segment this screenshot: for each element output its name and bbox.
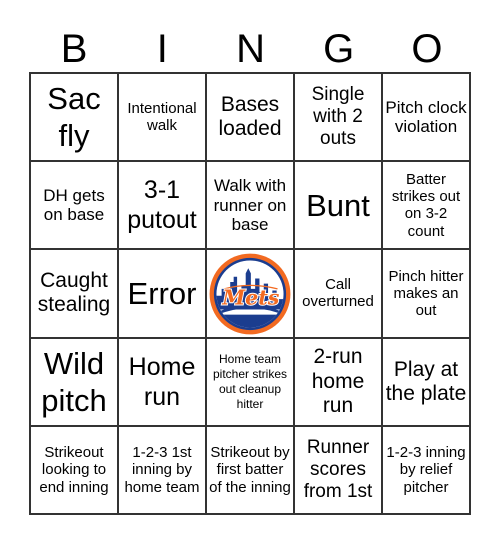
- bingo-cell[interactable]: [294, 161, 382, 249]
- header-letter-g: G: [323, 27, 355, 71]
- bingo-cell[interactable]: [30, 338, 118, 426]
- cell-label: Strikeout looking to end inning: [39, 444, 109, 496]
- header-letter-n: N: [236, 27, 265, 71]
- bingo-cell[interactable]: [30, 426, 118, 514]
- bingo-cell[interactable]: [206, 161, 294, 249]
- bingo-grid: [29, 72, 471, 515]
- cell-label: Play at the plate: [385, 357, 467, 405]
- cell-label: Home run: [128, 352, 196, 411]
- cell-label: Pinch hitter makes an out: [388, 267, 464, 320]
- bingo-cell[interactable]: [30, 73, 118, 161]
- cell-label: Sac fly: [47, 80, 101, 154]
- bingo-cell[interactable]: [294, 426, 382, 514]
- cell-label: Strikeout by first batter of the inning: [209, 444, 291, 496]
- cell-label: Walk with runner on base: [213, 175, 287, 235]
- bingo-cell[interactable]: [382, 73, 470, 161]
- svg-text:Mets: Mets: [222, 284, 280, 309]
- cell-label: DH gets on base: [43, 185, 105, 225]
- bingo-cell[interactable]: [118, 338, 206, 426]
- bingo-cell[interactable]: [30, 249, 118, 337]
- bingo-cell[interactable]: [206, 426, 294, 514]
- bingo-cell[interactable]: [382, 426, 470, 514]
- cell-label: Error: [127, 275, 197, 311]
- cell-label: Intentional walk: [127, 99, 197, 135]
- cell-label: Pitch clock violation: [385, 97, 467, 137]
- bingo-cell[interactable]: [30, 161, 118, 249]
- cell-label: Batter strikes out on 3-2 count: [391, 170, 461, 240]
- bingo-cell[interactable]: [118, 161, 206, 249]
- bingo-cell[interactable]: [118, 426, 206, 514]
- cell-label: 3-1 putout: [127, 176, 197, 235]
- cell-label: Bunt: [306, 187, 370, 223]
- cell-label: Bases loaded: [218, 92, 282, 141]
- free-space[interactable]: [206, 249, 294, 337]
- bingo-header: [30, 24, 471, 74]
- mets-logo-icon: [207, 250, 293, 338]
- cell-label: Runner scores from 1st: [303, 437, 373, 502]
- bingo-cell[interactable]: [382, 161, 470, 249]
- bingo-cell[interactable]: [294, 338, 382, 426]
- cell-label: Caught stealing: [37, 269, 111, 317]
- cell-label: Home team pitcher strikes out cleanup hitter: [212, 351, 288, 411]
- bingo-cell[interactable]: [206, 338, 294, 426]
- bingo-cell[interactable]: [118, 73, 206, 161]
- cell-label: Wild pitch: [41, 345, 107, 418]
- header-letter-o: O: [411, 27, 443, 71]
- bingo-cell[interactable]: [382, 338, 470, 426]
- cell-label: Single with 2 outs: [311, 84, 365, 150]
- header-letter-i: I: [156, 27, 168, 71]
- header-letter-b: B: [60, 27, 88, 71]
- cell-label: 1-2-3 inning by relief pitcher: [386, 444, 466, 496]
- cell-label: 1-2-3 1st inning by home team: [124, 444, 200, 496]
- bingo-cell[interactable]: [294, 249, 382, 337]
- bingo-cell[interactable]: [294, 73, 382, 161]
- cell-label: Call overturned: [302, 276, 374, 311]
- bingo-cell[interactable]: [118, 249, 206, 337]
- cell-label: 2-run home run: [311, 345, 365, 417]
- bingo-cell[interactable]: [382, 249, 470, 337]
- bingo-cell[interactable]: [206, 73, 294, 161]
